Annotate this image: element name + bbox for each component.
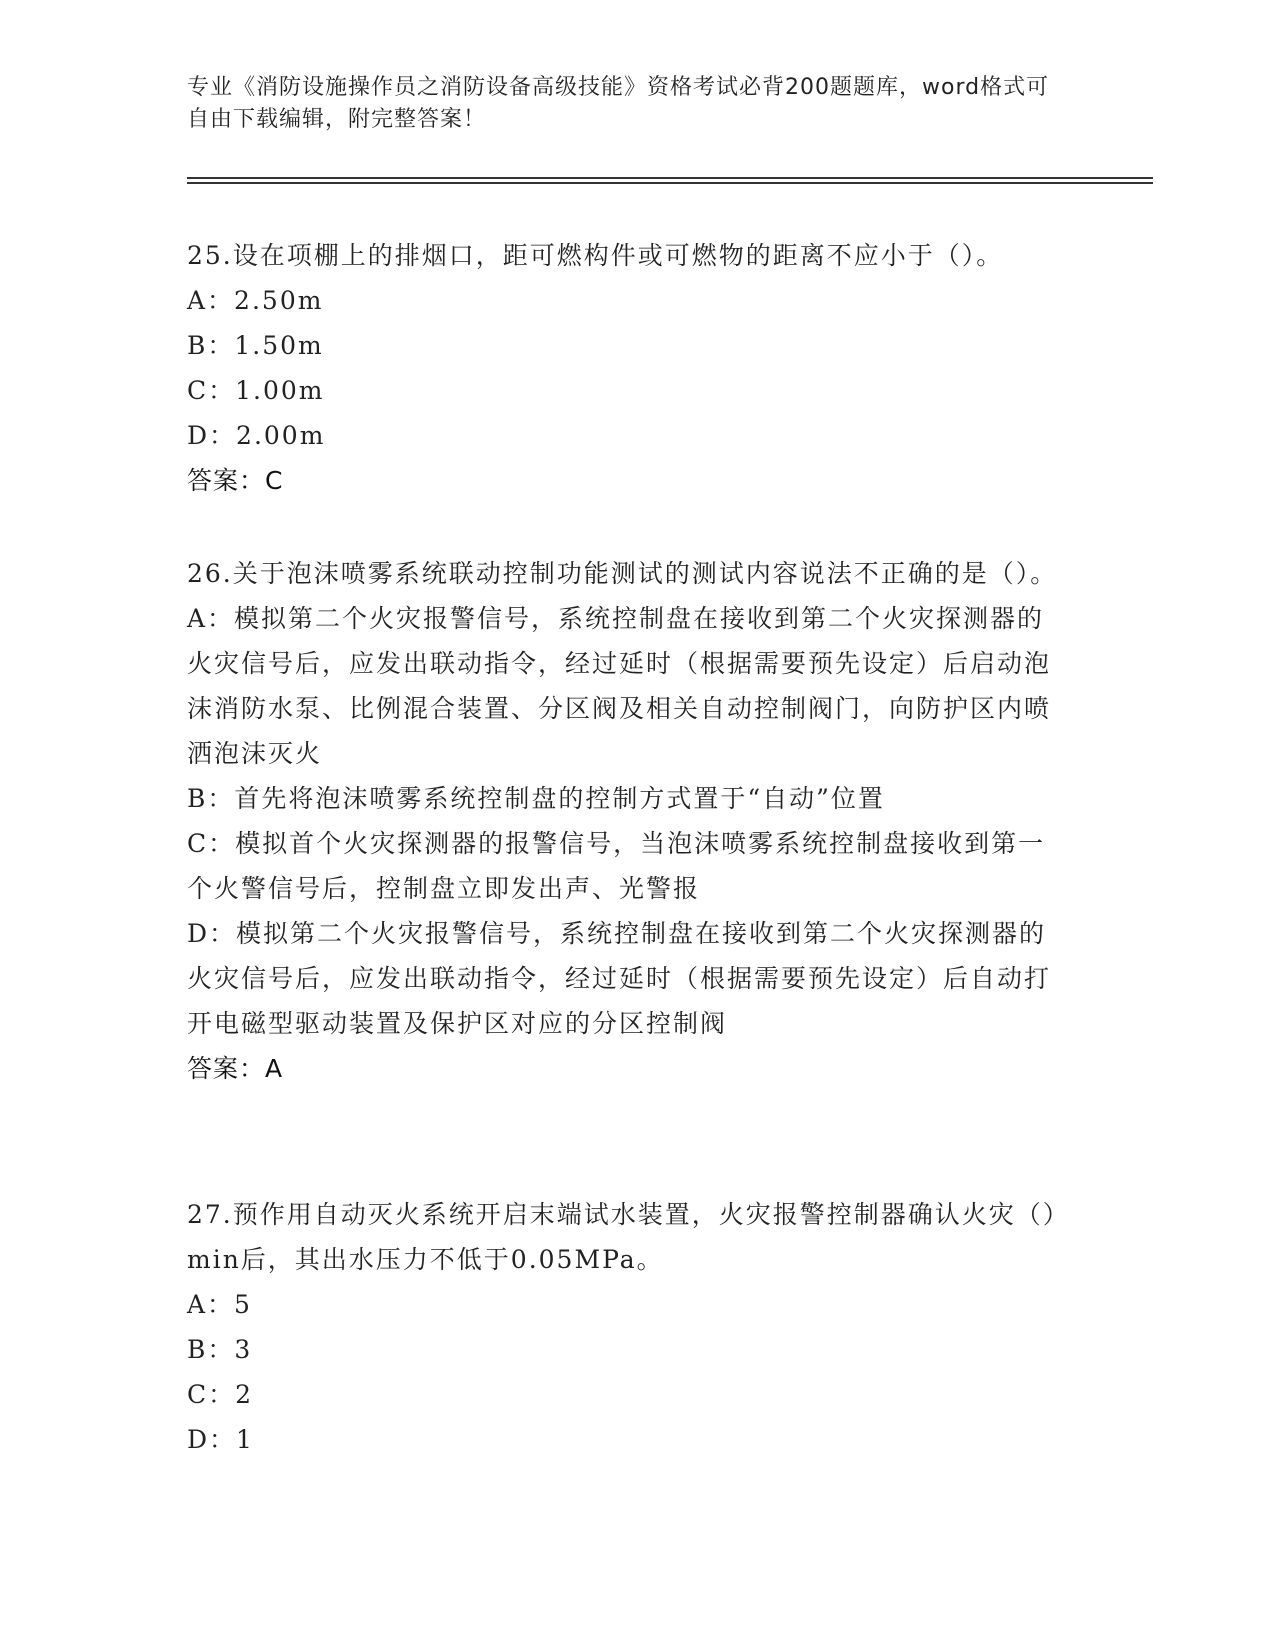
option-b: B：首先将泡沫喷雾系统控制盘的控制方式置于“自动”位置 — [187, 784, 885, 813]
option-c: C：模拟首个火灾探测器的报警信号，当泡沫喷雾系统控制盘接收到第一个火警信号后，控制盘立即发出声、光警报 — [187, 829, 1046, 903]
option-c: C：1.00m — [187, 376, 325, 405]
document-header: 专业《消防设施操作员之消防设备高级技能》资格考试必背200题题库，word格式可自由下载编辑，附完整答案！ — [187, 75, 1050, 132]
header-divider-top — [187, 177, 1153, 179]
option-a: A：模拟第二个火灾报警信号，系统控制盘在接收到第二个火灾探测器的火灾信号后，应发出联动指令，经过延时（根据需要预先设定）后启动泡沫消防水泵、比例混合装置、分区阀及相关自动控制阀门，向防护区内喷洒泡沫灭火 — [187, 604, 1052, 768]
option-b: B：3 — [187, 1335, 253, 1364]
question-stem: 27.预作用自动灭火系统开启末端试水装置，火灾报警控制器确认火灾（）min后，其出水压力不低于0.05MPa。 — [187, 1200, 1058, 1274]
option-b: B：1.50m — [187, 331, 324, 360]
option-a: A：2.50m — [187, 286, 324, 315]
option-c: C：2 — [187, 1380, 254, 1409]
question-27 — [187, 1192, 1067, 1462]
question-stem: 26.关于泡沫喷雾系统联动控制功能测试的测试内容说法不正确的是（）。 — [187, 559, 1058, 588]
answer-line: 答案：C — [187, 466, 284, 495]
option-a: A：5 — [187, 1290, 252, 1319]
option-d: D：1 — [187, 1425, 254, 1454]
question-25 — [187, 233, 1067, 503]
answer-line: 答案：A — [187, 1054, 284, 1083]
option-d: D：2.00m — [187, 421, 326, 450]
option-d: D：模拟第二个火灾报警信号，系统控制盘在接收到第二个火灾探测器的火灾信号后，应发出联动指令，经过延时（根据需要预先设定）后自动打开电磁型驱动装置及保护区对应的分区控制阀 — [187, 919, 1052, 1038]
question-26 — [187, 551, 1067, 1091]
question-stem: 25.设在项棚上的排烟口，距可燃构件或可燃物的距离不应小于（）。 — [187, 241, 1004, 270]
header-divider-bottom — [187, 182, 1153, 184]
